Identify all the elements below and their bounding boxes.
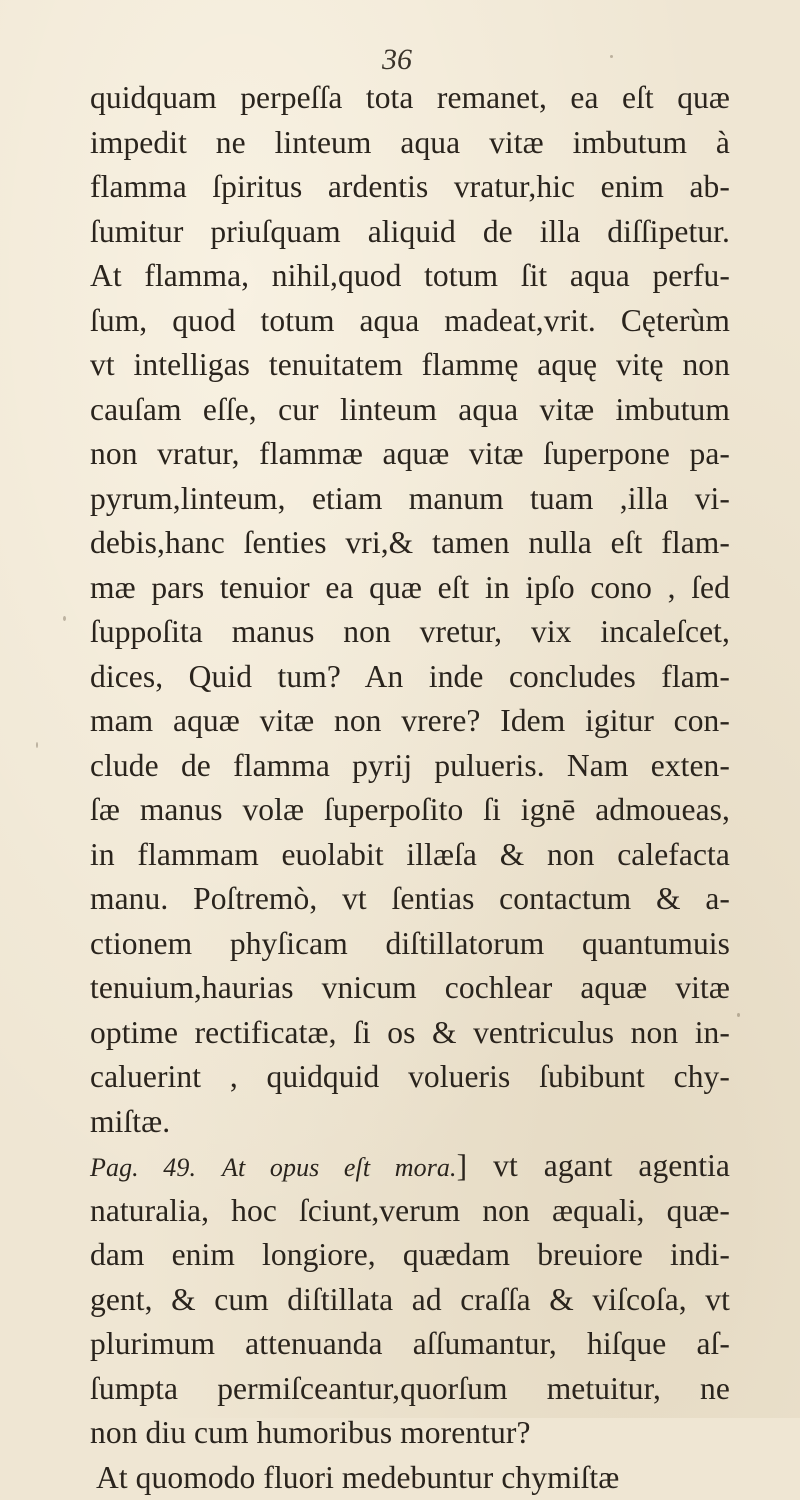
text-line: quidquam perpeſſa tota remanet, ea eſt quæ xyxy=(90,76,730,121)
text-line: miſtæ. xyxy=(90,1100,730,1145)
text-line: vt intelligas tenuitatem flammę aquę vitę non xyxy=(90,343,730,388)
text-line: ſum, quod totum aqua madeat,vrit. Cęterùm xyxy=(90,299,730,344)
text-line: naturalia, hoc ſciunt,verum non æquali, quæ- xyxy=(90,1189,730,1234)
text-line: mæ pars tenuior ea quæ eſt in ipſo cono , ſed xyxy=(90,566,730,611)
paper-speck xyxy=(737,1013,740,1017)
body-text xyxy=(90,76,730,1500)
text-line: ſumpta permiſceantur,quorſum metuitur, ne xyxy=(90,1367,730,1412)
text-line: dices, Quid tum? An inde concludes flam- xyxy=(90,655,730,700)
text-line: non diu cum humoribus morentur? xyxy=(90,1411,730,1456)
text-line: caluerint , quidquid volueris ſubibunt chy- xyxy=(90,1055,730,1100)
text-line: At flamma, nihil,quod totum ſit aqua perfu- xyxy=(90,254,730,299)
text-line: At quomodo fluori medebuntur chymiſtæ xyxy=(90,1456,730,1500)
text-line: cauſam eſſe, cur linteum aqua vitæ imbutum xyxy=(90,388,730,433)
page-number: 36 xyxy=(382,40,422,80)
text-line: pyrum,linteum, etiam manum tuam ,illa vi- xyxy=(90,477,730,522)
text-line: ſæ manus volæ ſuperpoſito ſi ignē admoueas, xyxy=(90,788,730,833)
text-line: ſuppoſita manus non vretur, vix incaleſcet, xyxy=(90,610,730,655)
text-line: tenuium,haurias vnicum cochlear aquæ vitæ xyxy=(90,966,730,1011)
text-line: flamma ſpiritus ardentis vratur,hic enim ab- xyxy=(90,165,730,210)
reference-quote: At opus eſt mora. xyxy=(222,1153,457,1182)
text-line: ctionem phyſicam diſtillatorum quantumuis xyxy=(90,922,730,967)
text-line: dam enim longiore, quædam breuiore indi- xyxy=(90,1233,730,1278)
reference-line xyxy=(90,1144,730,1189)
reference-continuation: ] vt agant agentia xyxy=(457,1148,730,1183)
text-line: non vratur, flammæ aquæ vitæ ſuperpone pa- xyxy=(90,432,730,477)
text-line: plurimum attenuanda aſſumantur, hiſque aſ- xyxy=(90,1322,730,1367)
text-line: debis,hanc ſenties vri,& tamen nulla eſt flam- xyxy=(90,521,730,566)
text-line: in flammam euolabit illæſa & non calefacta xyxy=(90,833,730,878)
paper-speck xyxy=(610,55,613,58)
text-line: gent, & cum diſtillata ad craſſa & viſcoſa, vt xyxy=(90,1278,730,1323)
text-line: impedit ne linteum aqua vitæ imbutum à xyxy=(90,121,730,166)
paper-speck xyxy=(36,742,38,748)
text-line: clude de flamma pyrij pulueris. Nam exten- xyxy=(90,744,730,789)
text-line: mam aquæ vitæ non vrere? Idem igitur con- xyxy=(90,699,730,744)
text-line: manu. Poſtremò, vt ſentias contactum & a- xyxy=(90,877,730,922)
reference-label: Pag. 49. xyxy=(90,1153,196,1182)
paper-speck xyxy=(63,616,66,621)
text-line: optime rectificatæ, ſi os & ventriculus non in- xyxy=(90,1011,730,1056)
text-line: ſumitur priuſquam aliquid de illa diſſipetur. xyxy=(90,210,730,255)
